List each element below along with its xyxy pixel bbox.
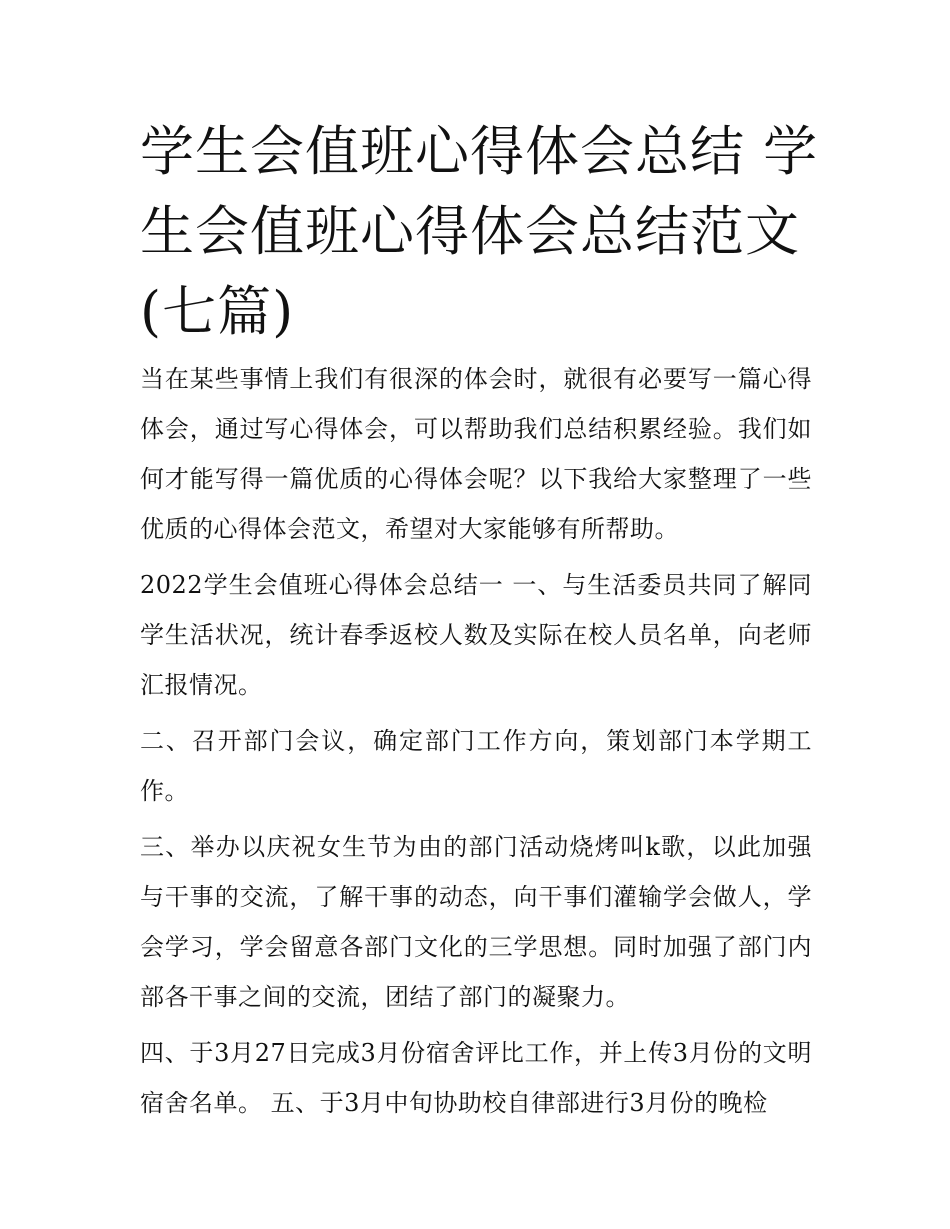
paragraph-4: 四、于3月27日完成3月份宿舍评比工作，并上传3月份的文明宿舍名单。 五、于3月中旬协助校自律部进行3月份的晚检 [140, 1039, 812, 1117]
document-body [140, 354, 812, 1134]
document-title: 学生会值班心得体会总结 学生会值班心得体会总结范文(七篇) [140, 120, 819, 343]
intro-paragraph: 当在某些事情上我们有很深的体会时，就很有必要写一篇心得体会，通过写心得体会，可以帮助我们总结积累经验。我们如何才能写得一篇优质的心得体会呢？以下我给大家整理了一些优质的心得体会范文，希望对大家能够有所帮助。 [140, 365, 812, 543]
paragraph-3: 三、举办以庆祝女生节为由的部门活动烧烤叫k歌，以此加强与干事的交流，了解干事的动态，向干事们灌输学会做人，学会学习，学会留意各部门文化的三学思想。同时加强了部门内部各干事之间的交流，团结了部门的凝聚力。 [140, 833, 812, 1011]
paragraph-2: 二、召开部门会议，确定部门工作方向，策划部门本学期工作。 [140, 727, 812, 805]
paragraph-1: 2022学生会值班心得体会总结一 一、与生活委员共同了解同学生活状况，统计春季返校人数及实际在校人员名单，向老师汇报情况。 [140, 571, 812, 699]
